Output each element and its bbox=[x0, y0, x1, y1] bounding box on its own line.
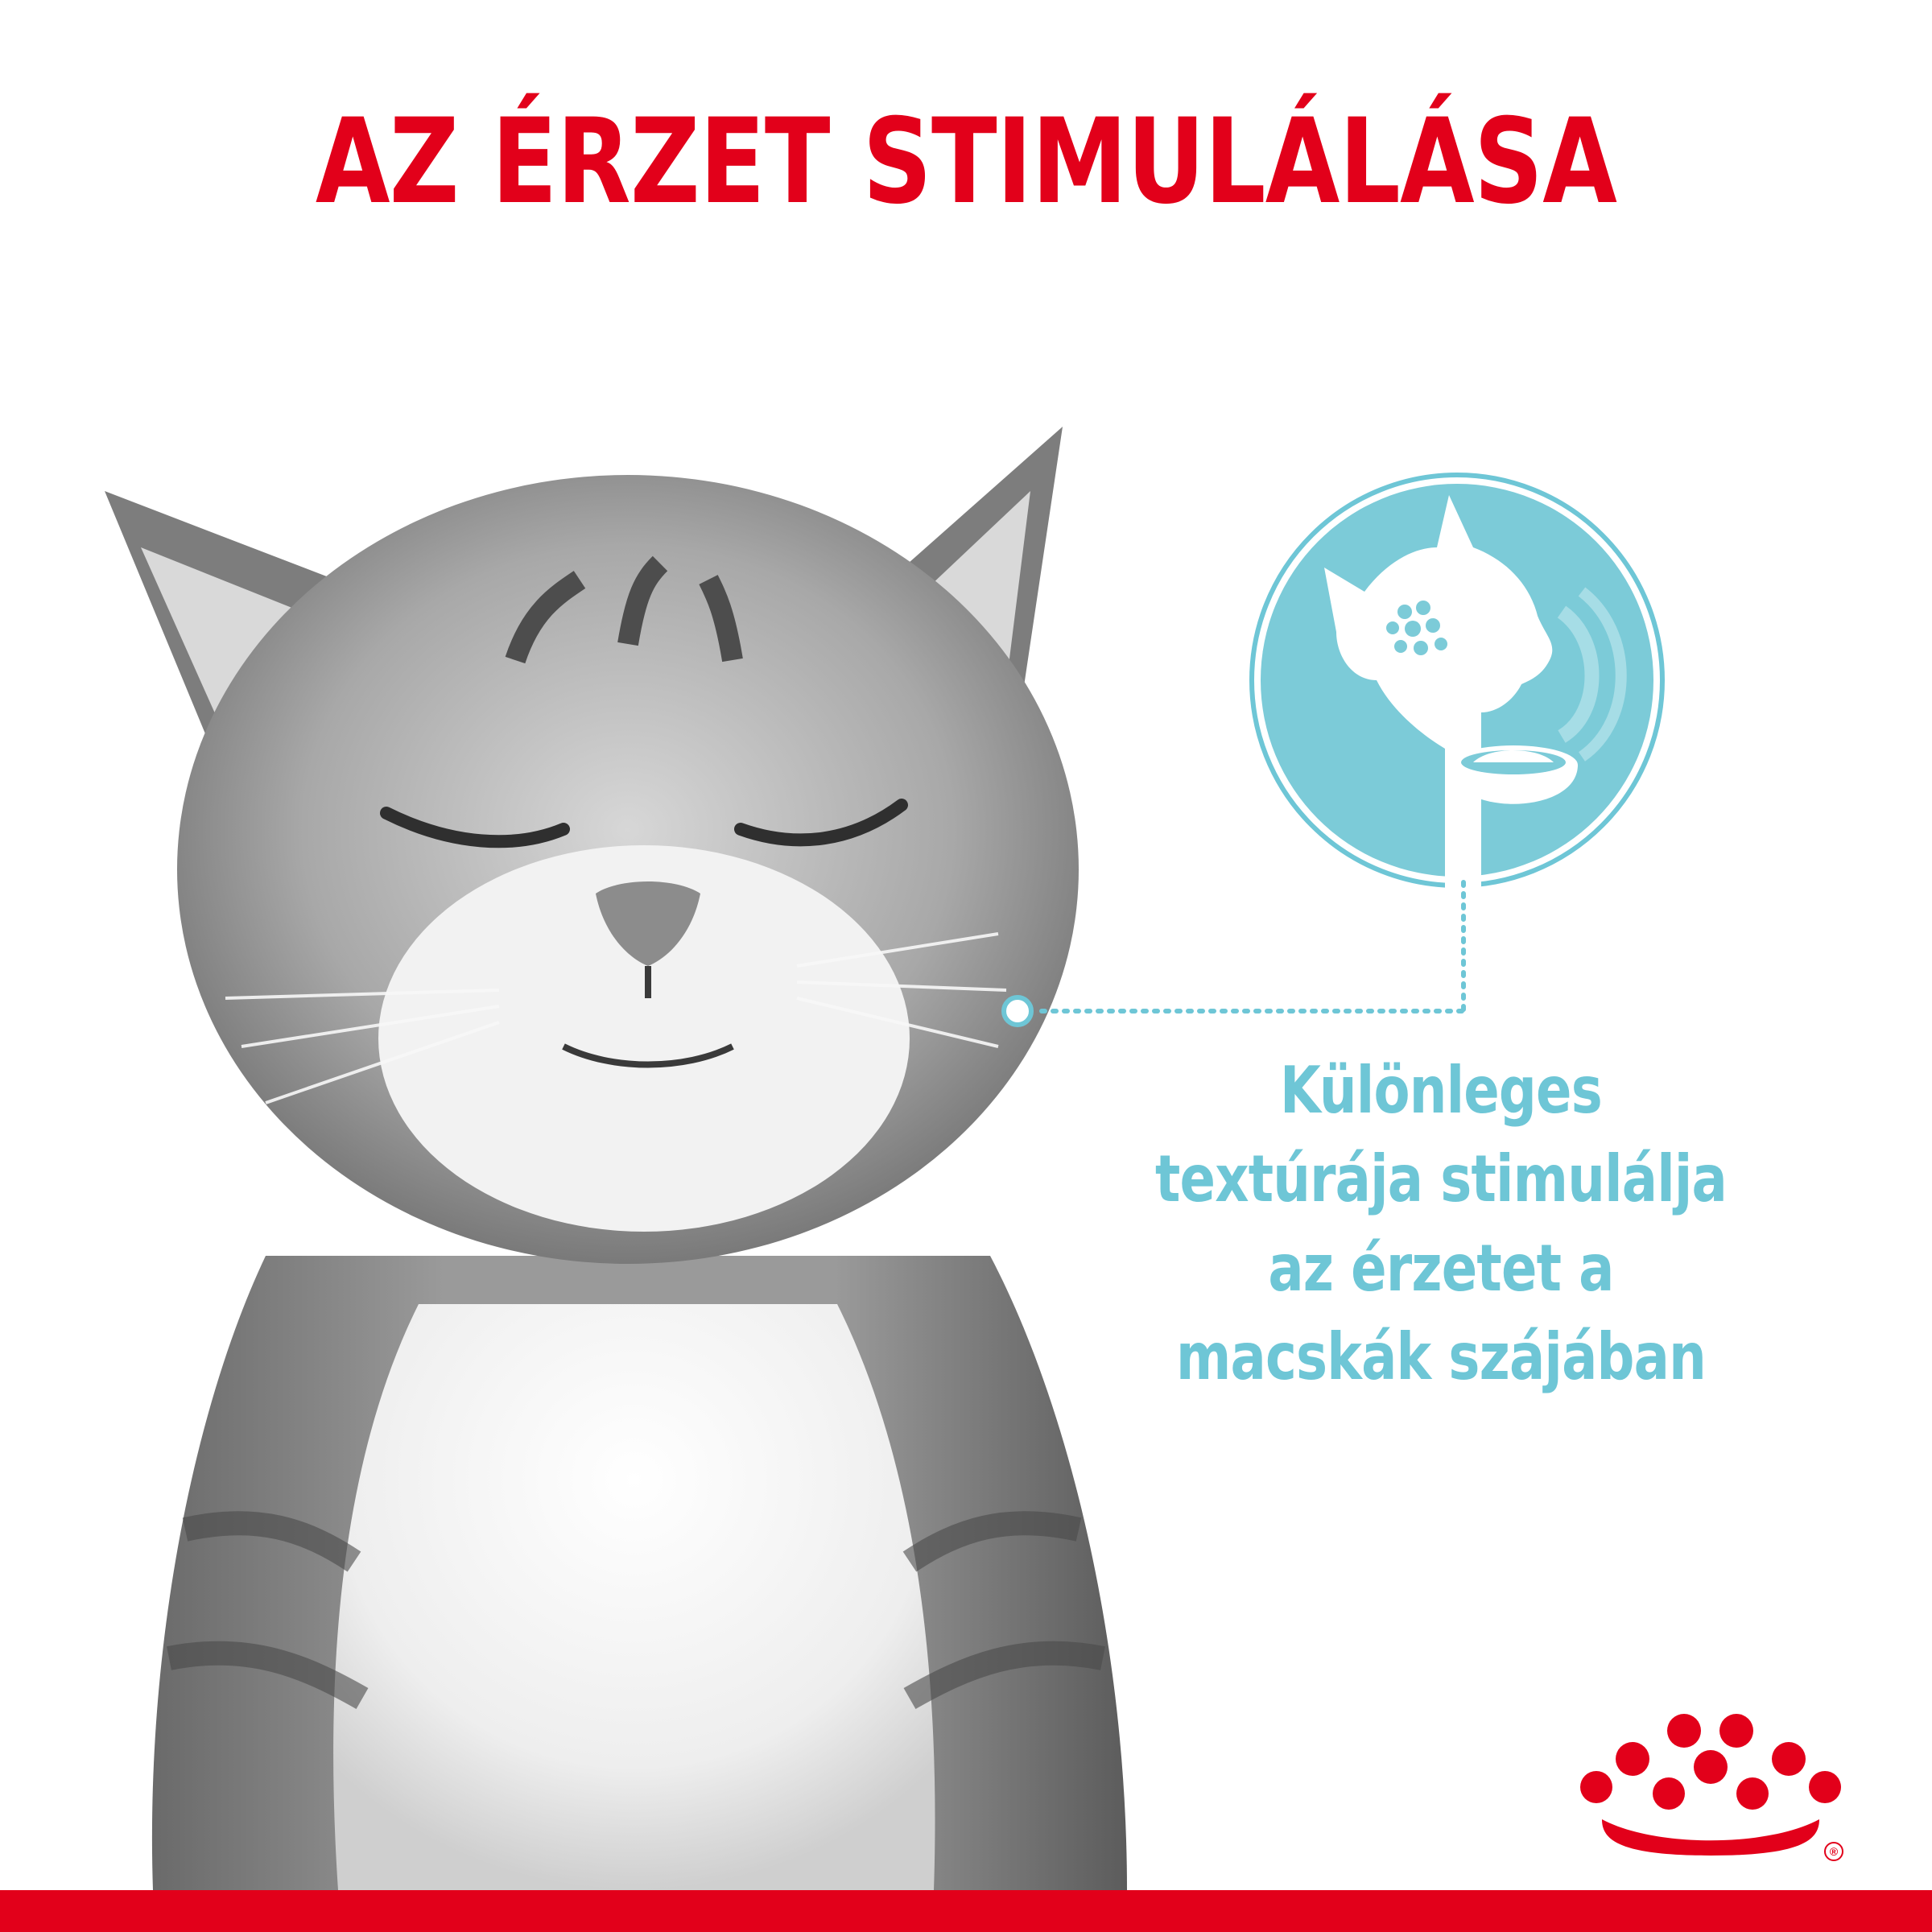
royal-crown-logo-icon bbox=[1578, 1699, 1843, 1864]
caption-line: macskák szájában bbox=[1176, 1319, 1706, 1395]
caption-line: az érzetet a bbox=[1268, 1230, 1614, 1306]
registered-mark: ® bbox=[1829, 1845, 1839, 1858]
feature-caption bbox=[1038, 1046, 1843, 1402]
caption-line: textúrája stimulálja bbox=[1155, 1141, 1727, 1217]
headline: AZ ÉRZET STIMULÁLÁSA bbox=[315, 93, 1617, 230]
cat-eating-bowl-icon bbox=[1248, 471, 1666, 890]
bottom-brand-bar bbox=[0, 1890, 1932, 1932]
callout-connector bbox=[982, 877, 1481, 1038]
caption-line: Különleges bbox=[1280, 1053, 1602, 1128]
